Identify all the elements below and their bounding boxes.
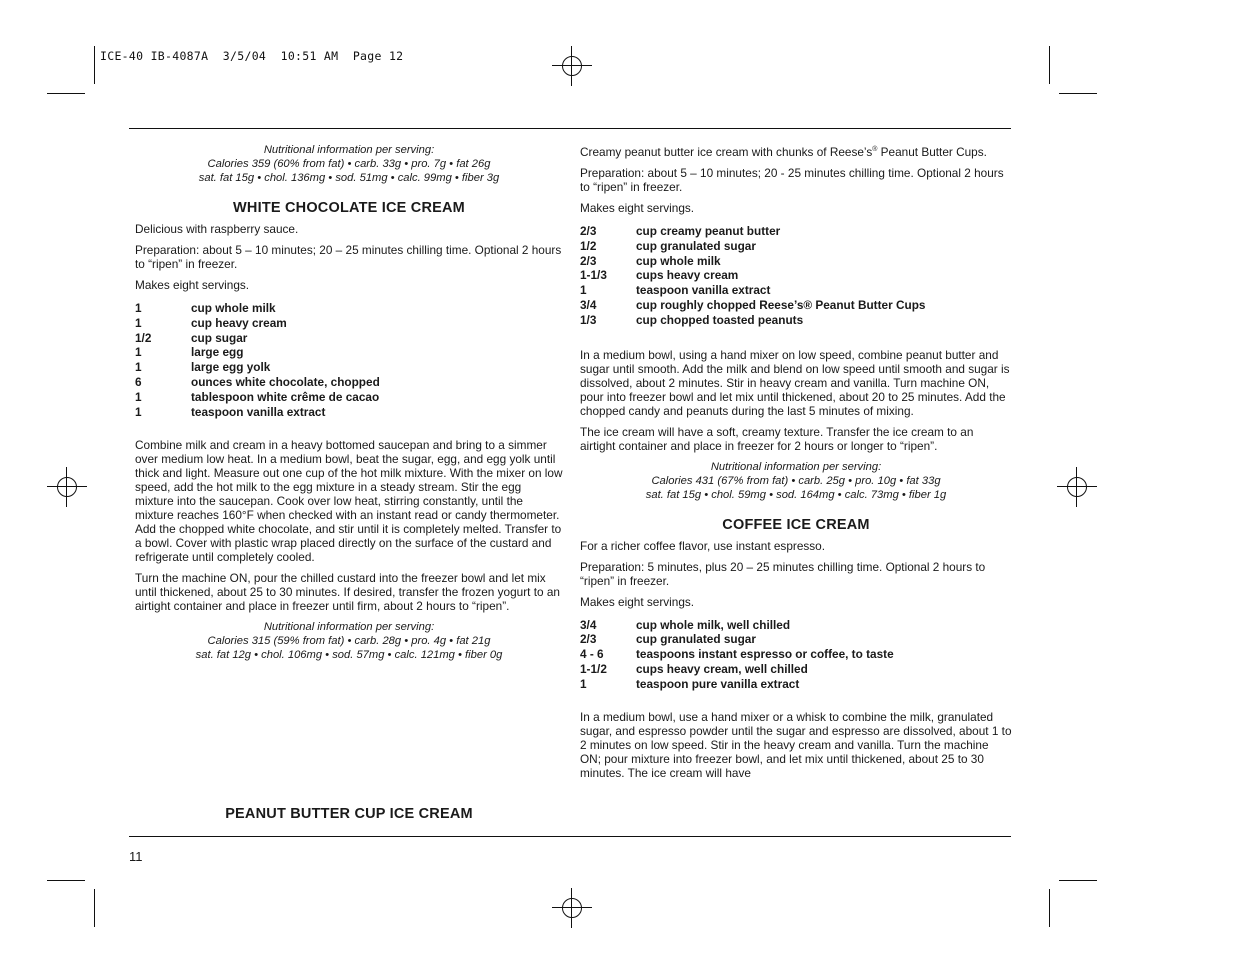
- ingredient-row: 1-1/2 cups heavy cream, well chilled: [580, 661, 808, 676]
- nutrition-info-top: Nutritional information per serving: Calories 359 (60% from fat) • carb. 33g • pro. 7g • fat 26g sat. fat 15g • chol. 136mg • sod. 51mg • calc. 99mg • fiber 3g: [198, 144, 500, 184]
- coffee-intro: For a richer coffee flavor, use instant espresso.: [580, 538, 826, 553]
- registration-mark-left: [47, 467, 87, 507]
- ingredient-row: 2/3 cup creamy peanut butter: [580, 223, 781, 238]
- coffee-prep: Preparation: 5 minutes, plus 20 – 25 minutes chilling time. Optional 2 hours to “ripen” in freezer.: [580, 559, 986, 588]
- white-chocolate-ingredients: [135, 301, 563, 419]
- registration-mark-top: [552, 46, 592, 86]
- ingredient-row: 6 ounces white chocolate, chopped: [135, 374, 380, 389]
- bottom-rule: [129, 836, 1011, 837]
- ingredient-row: 1-1/3 cups heavy cream: [580, 268, 739, 283]
- ingredient-row: 1 cup whole milk: [135, 301, 276, 315]
- crop-mark-bl-v: [94, 889, 95, 927]
- ingredient-row: 2/3 cup granulated sugar: [580, 632, 756, 647]
- registration-mark-right: [1057, 467, 1097, 507]
- registration-mark-bottom: [552, 888, 592, 928]
- page-number: 11: [129, 849, 143, 864]
- ingredient-row: 3/4 cup roughly chopped Reese’s® Peanut Butter Cups: [580, 297, 926, 312]
- white-chocolate-prep: Preparation: about 5 – 10 minutes; 20 – 25 minutes chilling time. Optional 2 hours to “ripen” in freezer.: [135, 243, 562, 271]
- ingredient-row: 1 large egg: [135, 345, 244, 360]
- coffee-step1: In a medium bowl, use a hand mixer or a whisk to combine the milk, granulated sugar, and espresso powder until the sugar and espresso are dissolved, about 1 to 2 minutes on low speed. Stir in the heavy cream and vanilla. Turn the machine ON; pour mixture into freezer bowl, and let mix until thickened, about 25 to 30 minutes. The ice cream will have: [580, 710, 1012, 781]
- peanut-butter-nutrition: Nutritional information per serving: Calories 431 (67% from fat) • carb. 25g • pro. 10g • fat 33g sat. fat 15g • chol. 59mg • sod. 164mg • calc. 73mg • fiber 1g: [645, 460, 947, 501]
- peanut-butter-step1: In a medium bowl, using a hand mixer on low speed, combine peanut butter and sugar until smooth. Add the milk and blend on low speed until smooth and sugar is dissolved, about 2 minutes. Stir in heavy cream and vanilla. Turn machine ON, pour into freezer bowl and let mix until thickened, about 20 to 25 minutes. Add the chopped candy and peanuts during the last 5 minutes of mixing.: [580, 347, 1010, 418]
- peanut-butter-intro: Creamy peanut butter ice cream with chunks of Reese’s® Peanut Butter Cups.: [580, 144, 987, 159]
- right-column: [580, 143, 1012, 787]
- white-chocolate-step2: Turn the machine ON, pour the chilled custard into the freezer bowl and let mix until thickened, about 25 to 30 minutes. If desired, transfer the frozen yogurt to an airtight container and place in freezer until firm, about 2 hours to “ripen”.: [135, 571, 560, 614]
- peanut-butter-prep: Preparation: about 5 – 10 minutes; 20 - 25 minutes chilling time. Optional 2 hours to “ripen” in freezer.: [580, 165, 1004, 194]
- peanut-butter-ingredients: [580, 224, 1012, 328]
- peanut-butter-step2: The ice cream will have a soft, creamy texture. Transfer the ice cream to an airtight container and place in freezer for 2 hours or longer to “ripen”.: [580, 424, 974, 453]
- crop-mark-tl-v: [94, 46, 95, 84]
- ingredient-row: 1 large egg yolk: [135, 360, 271, 375]
- ingredient-row: 1 teaspoon vanilla extract: [135, 404, 326, 419]
- white-chocolate-title: WHITE CHOCOLATE ICE CREAM: [233, 200, 465, 216]
- ingredient-row: 1/3 cup chopped toasted peanuts: [580, 312, 804, 327]
- ingredient-row: 2/3 cup whole milk: [580, 253, 721, 268]
- white-chocolate-step1: Combine milk and cream in a heavy bottomed saucepan and bring to a simmer over medium low heat. In a medium bowl, beat the sugar, egg, and egg yolk until thick and light. Measure out one cup of the hot milk mixture. With the mixer on low speed, add the hot milk to the egg mixture in a steady stream. Stir the egg mixture into the saucepan. Cook over low heat, stirring constantly, until the mixture reaches 160°F when checked with an instant read or candy thermometer. Add the chopped white chocolate, and stir until it is completely melted. Transfer to a bowl. Cover with plastic wrap placed directly on the surface of the custard and refrigerate until completely cooled.: [135, 438, 563, 565]
- ingredient-row: 1 teaspoon vanilla extract: [580, 283, 771, 298]
- ingredient-row: 3/4 cup whole milk, well chilled: [580, 617, 791, 632]
- ingredient-row: 1/2 cup granulated sugar: [580, 238, 756, 253]
- ingredient-row: 4 - 6 teaspoons instant espresso or coffee, to taste: [580, 647, 894, 662]
- ingredient-row: 1/2 cup sugar: [135, 330, 248, 345]
- crop-mark-tl-h: [47, 93, 85, 94]
- white-chocolate-servings: Makes eight servings.: [135, 278, 250, 292]
- left-column: [135, 143, 563, 669]
- crop-mark-tr-h: [1059, 93, 1097, 94]
- ingredient-row: 1 cup heavy cream: [135, 315, 287, 330]
- coffee-ingredients: [580, 618, 1012, 692]
- peanut-butter-servings: Makes eight servings.: [580, 200, 695, 215]
- ingredient-row: 1 tablespoon white crême de cacao: [135, 389, 380, 404]
- coffee-title: COFFEE ICE CREAM: [722, 516, 870, 533]
- crop-mark-br-h: [1059, 880, 1097, 881]
- crop-mark-bl-h: [47, 880, 85, 881]
- peanut-butter-title: PEANUT BUTTER CUP ICE CREAM: [225, 806, 473, 822]
- crop-mark-br-v: [1049, 889, 1050, 927]
- coffee-servings: Makes eight servings.: [580, 594, 695, 609]
- top-rule: [129, 128, 1011, 129]
- white-chocolate-intro: Delicious with raspberry sauce.: [135, 222, 299, 236]
- ingredient-row: 1 teaspoon pure vanilla extract: [580, 676, 800, 691]
- white-chocolate-nutrition: Nutritional information per serving: Calories 315 (59% from fat) • carb. 28g • pro. 4g • fat 21g sat. fat 12g • chol. 106mg • sod. 57mg • calc. 121mg • fiber 0g: [195, 621, 503, 662]
- printer-slug: ICE-40 IB-4087A 3/5/04 10:51 AM Page 12: [100, 49, 404, 63]
- crop-mark-tr-v: [1049, 46, 1050, 84]
